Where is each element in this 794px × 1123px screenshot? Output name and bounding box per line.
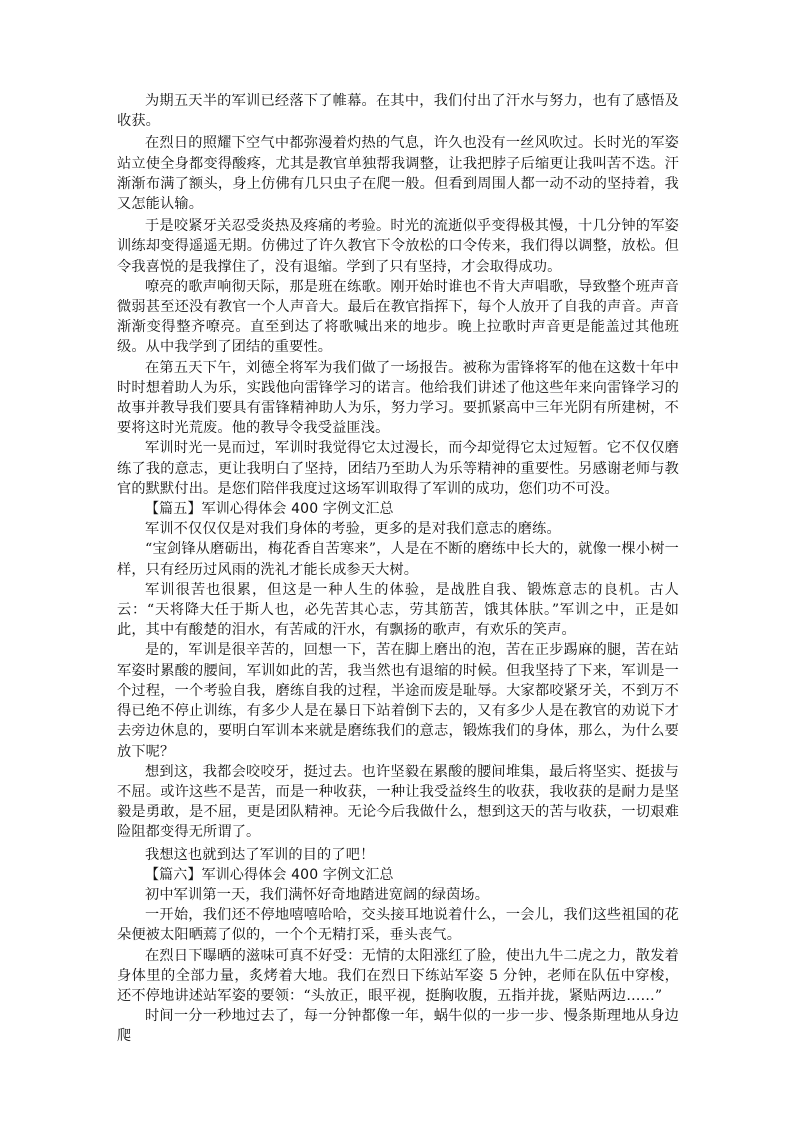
paragraph: 在烈日下曝晒的滋味可真不好受：无情的太阳涨红了脸，使出九牛二虎之力，散发着身体里的全部力量，炙烤着大地。我们在烈日下练站军姿 5 分钟，老师在队伍中穿梭，还不停地讲述站军姿的要领：“头放正，眼平视，挺胸收腹，五指并拢，紧贴两边……” (117, 947, 679, 1004)
paragraph: 军训时光一晃而过，军训时我觉得它太过漫长，而今却觉得它太过短暂。它不仅仅磨练了我的意志，更让我明白了坚持，团结乃至助人为乐等精神的重要性。另感谢老师与教官的默默付出。是您们陪伴我度过这场军训取得了军训的成功，您们功不可没。 (117, 440, 679, 497)
paragraph: 我想这也就到达了军训的目的了吧！ (145, 846, 375, 863)
section-heading: 【篇五】军训心得体会 400 字例文汇总 (145, 501, 394, 518)
paragraph: 是的，军训是很辛苦的，回想一下，苦在脚上磨出的泡，苦在正步踢麻的腿，苦在站军姿时累酸的腰间，军训如此的苦，我当然也有退缩的时候。但我坚持了下来，军训是一个过程，一个考验自我，磨练自我的过程，半途而废是耻辱。大家都咬紧牙关，不到万不得已绝不停止训练，有多少人是在暴日下站着倒下去的，又有多少人是在教官的劝说下才去旁边休息的，要明白军训本来就是磨练我们的意志，锻炼我们的身体，那么，为什么要放下呢？ (117, 642, 679, 760)
paragraph: 时间一分一秒地过去了，每一分钟都像一年，蜗牛似的一步一步、慢条斯理地从身边爬 (117, 1008, 679, 1045)
paragraph: 初中军训第一天，我们满怀好奇地踏进宽阔的绿茵场。 (145, 886, 490, 903)
paragraph: 军训不仅仅仅是对我们身体的考验，更多的是对我们意志的磨练。 (145, 521, 561, 538)
paragraph: 在第五天下午，刘德全将军为我们做了一场报告。被称为雷锋将军的他在这数十年中时时想着助人为乐，实践他向雷锋学习的诺言。他给我们讲述了他这些年来向雷锋学习的故事并教导我们要具有雷锋精神助人为乐，努力学习。要抓紧高中三年光阴有所建树，不要将这时光荒废。他的教导令我受益匪浅。 (117, 359, 679, 437)
document-page (117, 91, 679, 1047)
paragraph: “宝剑锋从磨砺出，梅花香自苦寒来”，人是在不断的磨练中长大的，就像一棵小树一样，只有经历过风雨的洗礼才能长成参天大树。 (117, 541, 679, 578)
paragraph: 为期五天半的军训已经落下了帷幕。在其中，我们付出了汗水与努力，也有了感悟及收获。 (117, 93, 679, 130)
paragraph: 一开始，我们还不停地嘻嘻哈哈，交头接耳地说着什么，一会儿，我们这些祖国的花朵便被太阳晒蔫了似的，一个个无精打采，垂头丧气。 (117, 907, 679, 944)
paragraph: 想到这，我都会咬咬牙，挺过去。也许坚毅在累酸的腰间堆集，最后将坚实、挺拔与不屈。或许这些不是苦，而是一种收获，一种让我受益终生的收获，我收获的是耐力是坚毅是勇敢，是不屈，更是团队精神。无论今后我做什么，想到这天的苦与收获，一切艰难险阻都变得无所谓了。 (117, 763, 679, 841)
paragraph: 在烈日的照耀下空气中都弥漫着灼热的气息，许久也没有一丝风吹过。长时光的军姿站立使全身都变得酸疼，尤其是教官单独帮我调整，让我把脖子后缩更让我叫苦不迭。汗渐渐布满了额头，身上仿佛有几只虫子在爬一般。但看到周围人都一动不动的坚持着，我又怎能认输。 (117, 135, 679, 213)
paragraph: 于是咬紧牙关忍受炎热及疼痛的考验。时光的流逝似乎变得极其慢，十几分钟的军姿训练却变得遥遥无期。仿佛过了许久教官下令放松的口令传来，我们得以调整，放松。但令我喜悦的是我撑住了，没有退缩。学到了只有坚持，才会取得成功。 (117, 218, 679, 275)
paragraph: 军训很苦也很累，但这是一种人生的体验，是战胜自我、锻炼意志的良机。古人云：“天将降大任于斯人也，必先苦其心志，劳其筋苦，饿其体肤。”军训之中，正是如此，其中有酸楚的泪水，有苦咸的汗水，有飘扬的歌声，有欢乐的笑声。 (117, 581, 679, 639)
paragraph: 嘹亮的歌声响彻天际，那是班在练歌。刚开始时谁也不肯大声唱歌，导致整个班声音微弱甚至还没有教官一个人声音大。最后在教官指挥下，每个人放开了自我的声音。声音渐渐变得整齐嘹亮。直至到达了将歌喊出来的地步。晚上拉歌时声音更是能盖过其他班级。从中我学到了团结的重要性。 (117, 278, 679, 356)
section-heading: 【篇六】军训心得体会 400 字例文汇总 (145, 866, 394, 883)
